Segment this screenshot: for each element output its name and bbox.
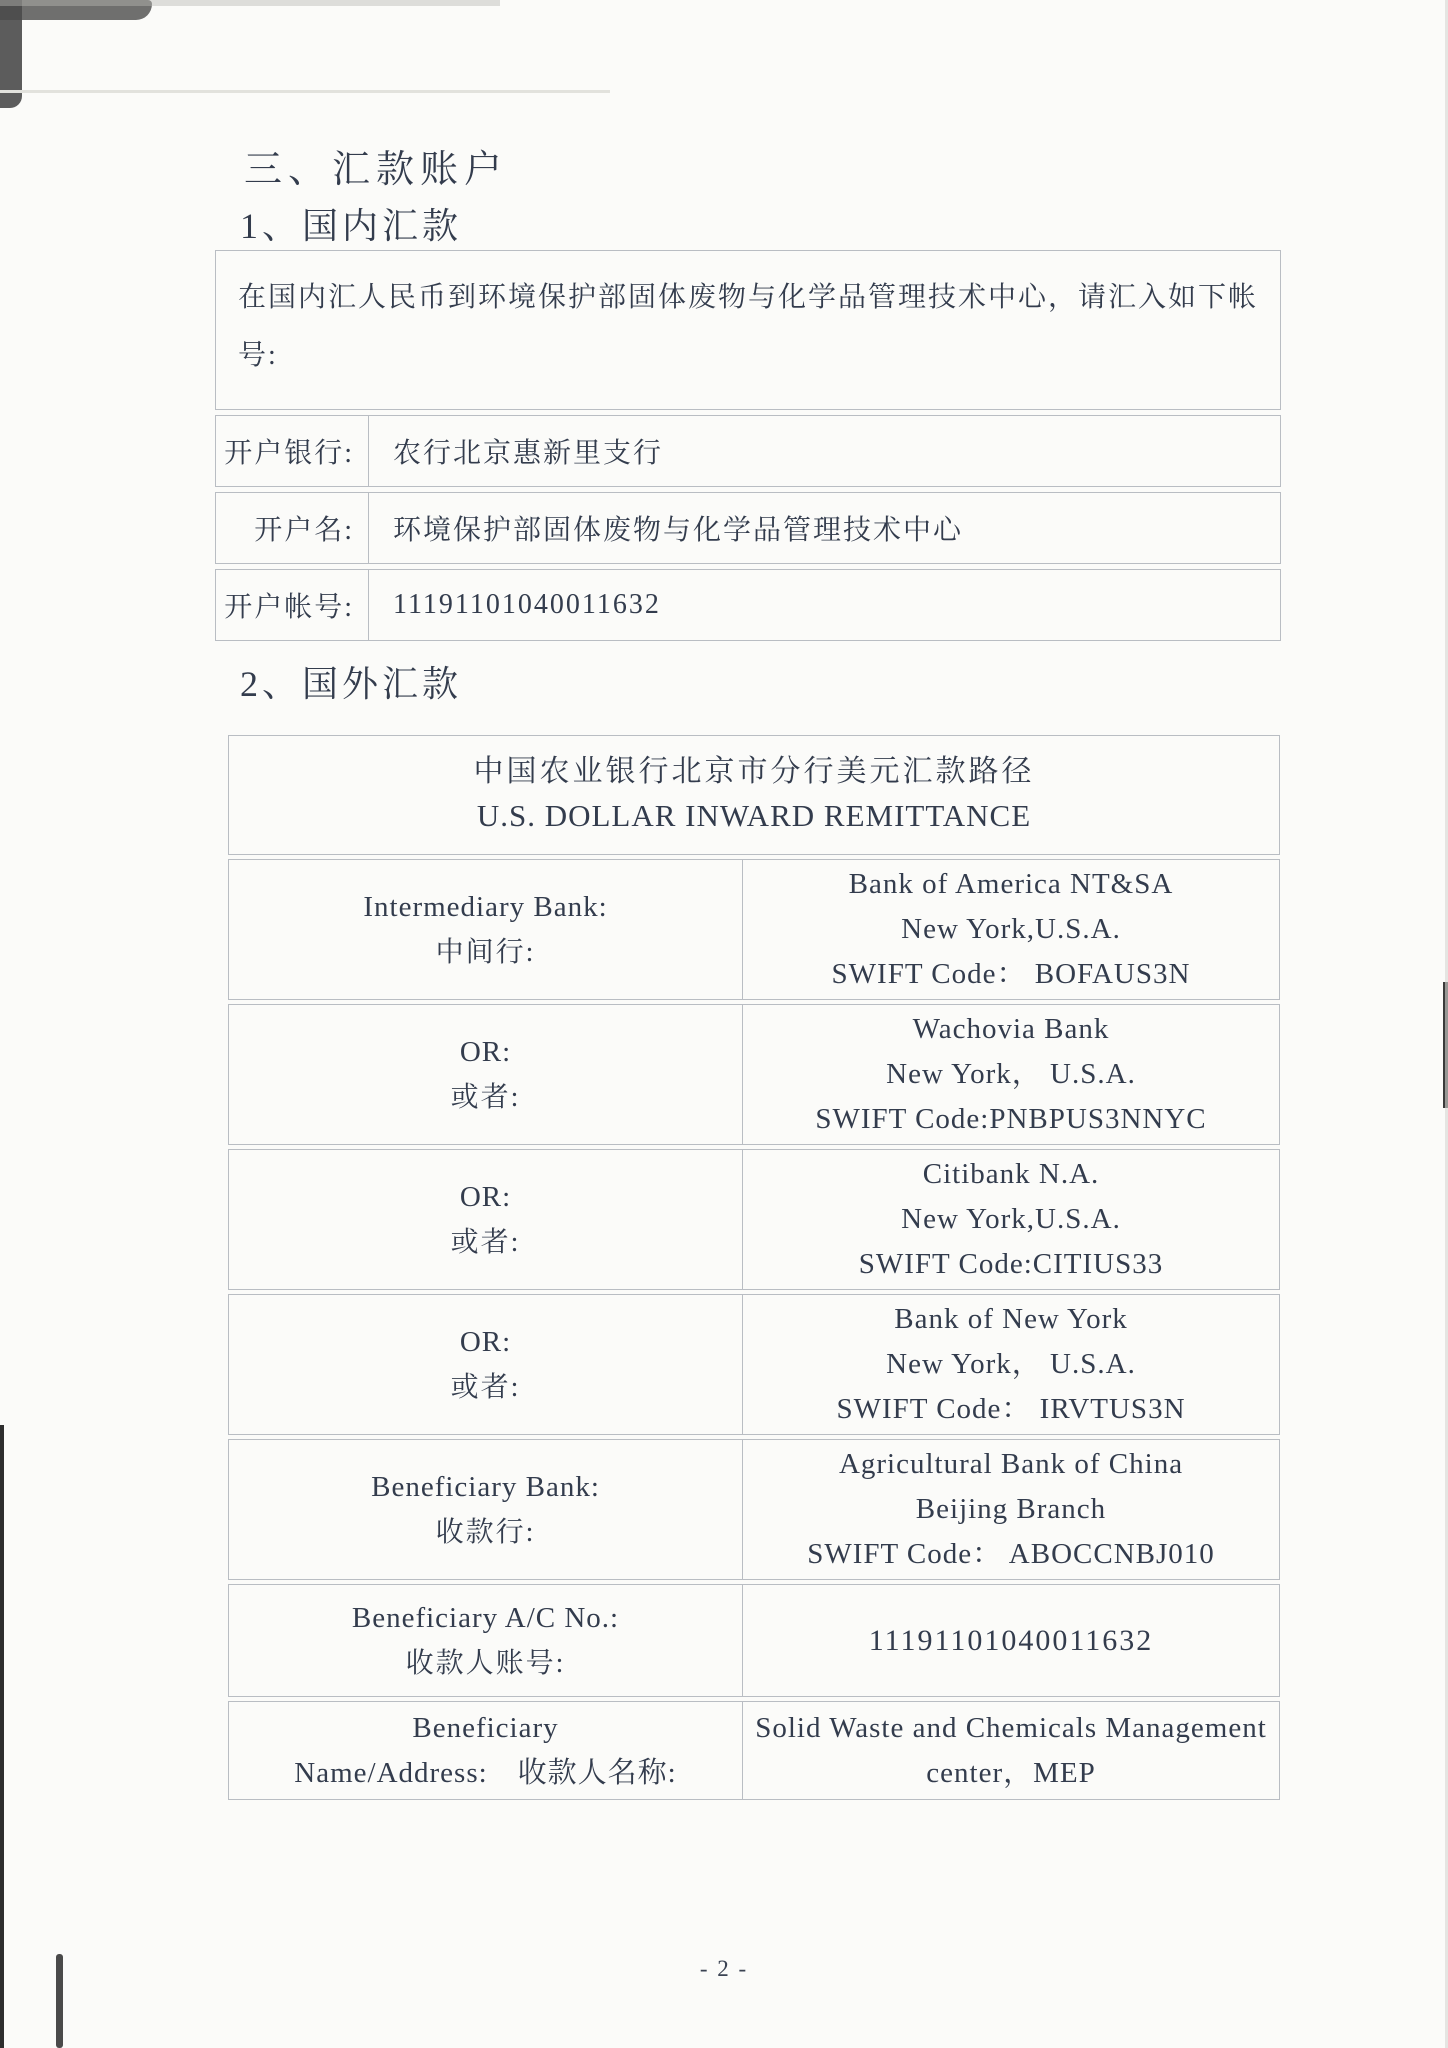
city-line: New York， U.S.A. xyxy=(886,1058,1136,1090)
table-title-cell xyxy=(228,735,1280,855)
table-row-or-3 xyxy=(228,1294,1280,1435)
row-label-zh: 收款行: xyxy=(435,1516,536,1548)
section-heading: 三、汇款账户 xyxy=(244,149,509,191)
row-value-cell xyxy=(743,1702,1279,1799)
bank-name-value: 农行北京惠新里支行 xyxy=(393,438,664,469)
swift-line: SWIFT Code： IRVTUS3N xyxy=(836,1393,1186,1425)
row-label-zh: 或者: xyxy=(450,1226,521,1258)
account-number-line: 11191101040011632 xyxy=(868,1624,1154,1657)
row-label-cell xyxy=(229,860,743,999)
account-number-value: 11191101040011632 xyxy=(393,589,661,620)
page-number: - 2 - xyxy=(699,1956,749,1981)
row-label-zh: 或者: xyxy=(450,1371,521,1403)
account-name-label: 开户名: xyxy=(216,493,369,563)
city-line: New York,U.S.A. xyxy=(901,1203,1121,1235)
row-label-cell xyxy=(229,1702,743,1799)
table-row-beneficiary-bank xyxy=(228,1439,1280,1580)
row-value-cell xyxy=(743,1150,1279,1289)
city-line: New York,U.S.A. xyxy=(901,913,1121,945)
row-label-cell xyxy=(229,1150,743,1289)
bank-line: Citibank N.A. xyxy=(922,1158,1100,1190)
table-row xyxy=(215,569,1281,641)
foreign-remittance-table xyxy=(228,735,1280,1800)
table-row-or-2 xyxy=(228,1149,1280,1290)
row-label-en: OR: xyxy=(459,1325,512,1358)
bank-name-label: 开户银行: xyxy=(216,416,369,486)
scan-artifact-scanline xyxy=(0,90,610,93)
table-row-beneficiary-account xyxy=(228,1584,1280,1697)
row-label-zh: Name/Address: 收款人名称: xyxy=(294,1756,677,1789)
subsection-domestic-title: 1、国内汇款 xyxy=(240,206,463,246)
row-label-zh: 或者: xyxy=(450,1081,521,1113)
domestic-intro-cell: 在国内汇人民币到环境保护部固体废物与化学品管理技术中心，请汇入如下帐号: xyxy=(215,250,1281,410)
row-label-en: OR: xyxy=(459,1180,512,1213)
row-label-cell xyxy=(229,1005,743,1144)
swift-line: SWIFT Code： ABOCCNBJ010 xyxy=(807,1538,1215,1570)
domestic-remittance-table xyxy=(215,250,1281,641)
account-name-value: 环境保护部固体废物与化学品管理技术中心 xyxy=(393,515,964,546)
city-line: New York， U.S.A. xyxy=(886,1348,1136,1380)
row-label-zh: 中间行: xyxy=(435,936,536,968)
table-row xyxy=(215,415,1281,487)
branch-line: Beijing Branch xyxy=(915,1493,1107,1525)
row-value-cell xyxy=(743,860,1279,999)
row-value-cell xyxy=(743,1585,1279,1696)
row-label-en: Beneficiary Bank: xyxy=(371,1470,600,1503)
row-label-cell xyxy=(229,1585,743,1696)
bank-line: Bank of America NT&SA xyxy=(848,868,1174,900)
table-row-intermediary-bank xyxy=(228,859,1280,1000)
beneficiary-name-line: center，MEP xyxy=(926,1756,1096,1789)
row-value-cell xyxy=(743,1295,1279,1434)
row-label-cell xyxy=(229,1440,743,1579)
swift-line: SWIFT Code:CITIUS33 xyxy=(858,1248,1164,1280)
scan-artifact-left-edge xyxy=(0,1425,4,2048)
table-title-en: U.S. DOLLAR INWARD REMITTANCE xyxy=(476,798,1032,833)
subsection-foreign-title: 2、国外汇款 xyxy=(240,664,463,704)
beneficiary-name-line: Solid Waste and Chemicals Management xyxy=(755,1711,1267,1744)
swift-line: SWIFT Code:PNBPUS3NNYC xyxy=(815,1103,1207,1135)
bank-line: Bank of New York xyxy=(894,1303,1128,1335)
account-number-label: 开户帐号: xyxy=(216,570,369,640)
swift-line: SWIFT Code： BOFAUS3N xyxy=(831,958,1191,990)
table-title-zh: 中国农业银行北京市分行美元汇款路径 xyxy=(473,755,1035,788)
row-label-cell xyxy=(229,1295,743,1434)
row-label-zh: 收款人账号: xyxy=(405,1647,566,1679)
bank-line: Agricultural Bank of China xyxy=(838,1448,1184,1480)
row-value-cell xyxy=(743,1440,1279,1579)
bank-line: Wachovia Bank xyxy=(912,1013,1110,1045)
scan-artifact-top-strip xyxy=(0,0,500,6)
row-value-cell xyxy=(743,1005,1279,1144)
row-label-en: Intermediary Bank: xyxy=(363,890,608,923)
row-label-en: Beneficiary A/C No.: xyxy=(351,1601,620,1634)
table-row-beneficiary-name xyxy=(228,1701,1280,1800)
row-label-en: Beneficiary xyxy=(412,1711,559,1744)
table-row-or-1 xyxy=(228,1004,1280,1145)
table-row xyxy=(215,492,1281,564)
row-label-en: OR: xyxy=(459,1035,512,1068)
